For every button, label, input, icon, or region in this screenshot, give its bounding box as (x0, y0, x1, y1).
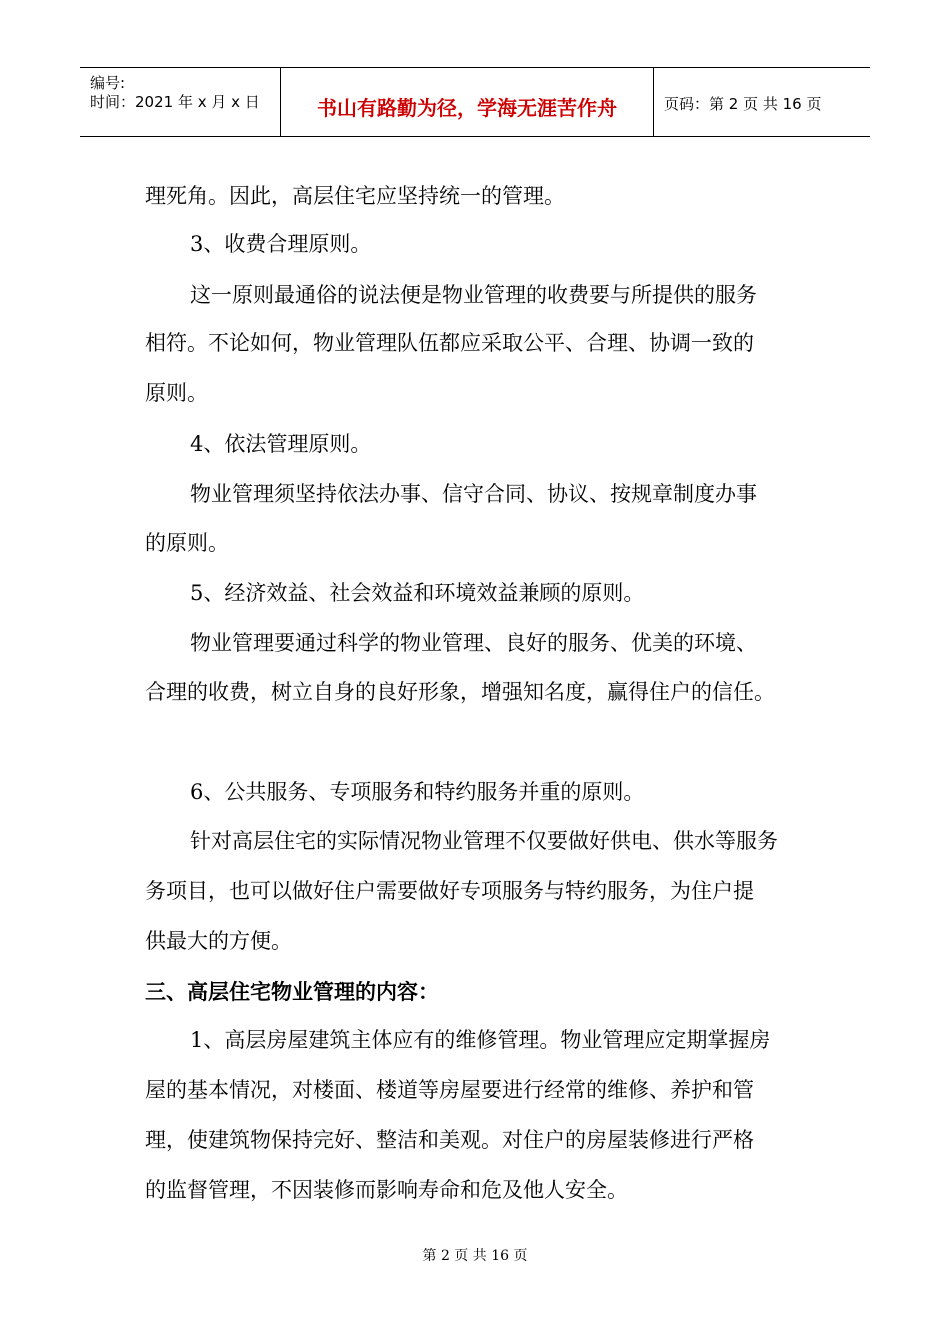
header-motto-cell (281, 68, 654, 136)
header-page-info: 页码：第 2 页 共 16 页 (664, 95, 822, 113)
text-line: 5、经济效益、社会效益和环境效益兼顾的原则。 (190, 581, 645, 605)
text-line: 理死角。因此，高层住宅应坚持统一的管理。 (145, 184, 565, 208)
header-motto: 书山有路勤为径，学海无涯苦作舟 (317, 96, 617, 120)
text-line: 4、依法管理原则。 (190, 432, 372, 456)
text-line: 屋的基本情况，对楼面、楼道等房屋要进行经常的维修、养护和管 (145, 1078, 754, 1102)
header-page-cell (654, 68, 870, 136)
header-meta (80, 68, 281, 136)
text-line: 这一原则最通俗的说法便是物业管理的收费要与所提供的服务 (190, 283, 757, 307)
section-heading: 三、高层住宅物业管理的内容： (145, 980, 439, 1004)
text-line: 合理的收费，树立自身的良好形象，增强知名度，赢得住户的信任。 (145, 680, 775, 704)
text-line: 供最大的方便。 (145, 929, 292, 953)
text-line: 1、高层房屋建筑主体应有的维修管理。物业管理应定期掌握房 (190, 1028, 771, 1052)
text-line: 原则。 (145, 381, 208, 405)
text-line: 的原则。 (145, 531, 229, 555)
text-line: 相符。不论如何，物业管理队伍都应采取公平、合理、协调一致的 (145, 331, 754, 355)
text-line: 针对高层住宅的实际情况物业管理不仅要做好供电、供水等服务 (190, 829, 778, 853)
page-footer: 第 2 页 共 16 页 (422, 1248, 528, 1264)
text-line: 的监督管理，不因装修而影响寿命和危及他人安全。 (145, 1178, 628, 1202)
document-date: 时间：2021 年 x 月 x 日 (90, 93, 260, 111)
text-line: 物业管理须坚持依法办事、信守合同、协议、按规章制度办事 (190, 482, 757, 506)
text-line: 3、收费合理原则。 (190, 232, 372, 256)
page-header (80, 67, 870, 137)
text-line: 务项目，也可以做好住户需要做好专项服务与特约服务，为住户提 (145, 879, 754, 903)
document-number-label: 编号: (90, 74, 126, 92)
text-line: 理，使建筑物保持完好、整洁和美观。对住户的房屋装修进行严格 (145, 1128, 754, 1152)
text-line: 6、公共服务、专项服务和特约服务并重的原则。 (190, 780, 645, 804)
text-line: 物业管理要通过科学的物业管理、良好的服务、优美的环境、 (190, 631, 757, 655)
